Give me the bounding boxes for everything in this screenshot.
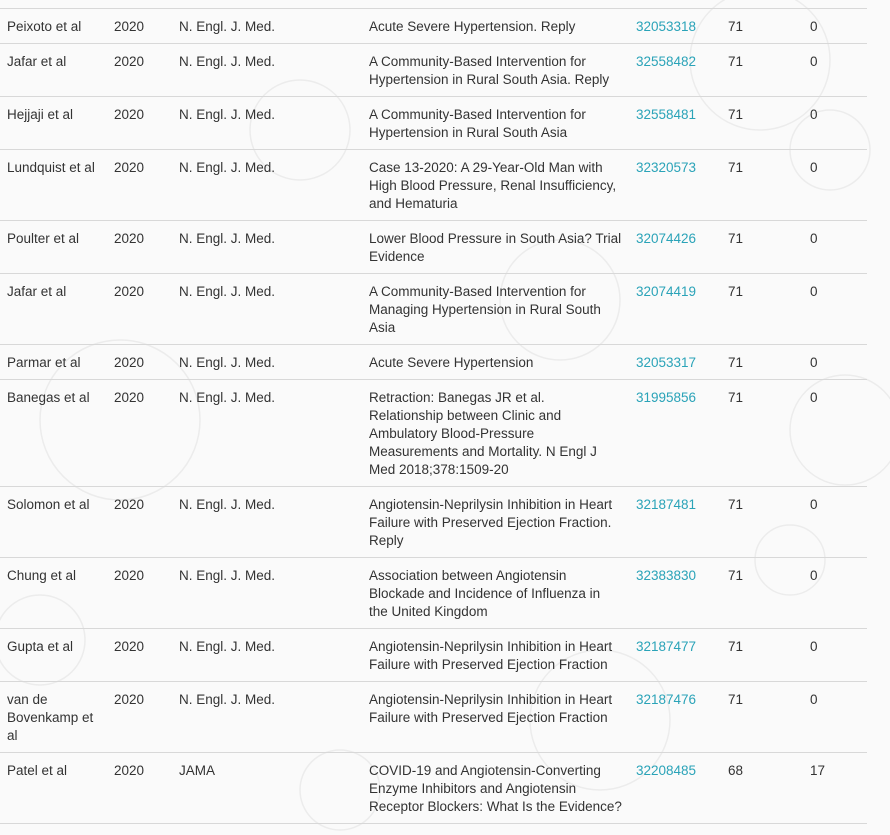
author-cell: Patel et al: [0, 753, 107, 824]
pmid-cell: [629, 221, 721, 274]
author-cell: Parmar et al: [0, 345, 107, 380]
impact-factor-cell: 71: [721, 221, 803, 274]
author-cell: Poulter et al: [0, 221, 107, 274]
journal-cell: N. Engl. J. Med.: [172, 44, 362, 97]
author-cell: Jafar et al: [0, 44, 107, 97]
title-cell: A Community-Based Intervention for Managing Hypertension in Rural South Asia: [362, 274, 629, 345]
author-cell: Jafar et al: [0, 274, 107, 345]
title-cell: Lower Blood Pressure in South Asia? Trial Evidence: [362, 221, 629, 274]
table-row: [0, 629, 867, 682]
pmid-link[interactable]: 32558481: [636, 107, 697, 122]
year-cell: 2020: [107, 380, 172, 487]
pmid-cell: [629, 682, 721, 753]
year-cell: 2020: [107, 558, 172, 629]
journal-cell: N. Engl. J. Med.: [172, 274, 362, 345]
pmid-link[interactable]: 32558482: [636, 54, 697, 69]
table-row: [0, 345, 867, 380]
table-row: [0, 558, 867, 629]
journal-cell: N. Engl. J. Med.: [172, 9, 362, 44]
citations-cell: 0: [803, 682, 867, 753]
title-cell: A Community-Based Intervention for Hypertension in Rural South Asia: [362, 97, 629, 150]
author-cell: Lundquist et al: [0, 150, 107, 221]
year-cell: 2020: [107, 44, 172, 97]
impact-factor-cell: 71: [721, 629, 803, 682]
impact-factor-cell: 71: [721, 345, 803, 380]
citations-cell: 0: [803, 380, 867, 487]
table-row: [0, 753, 867, 824]
pmid-cell: [629, 380, 721, 487]
citations-cell: 0: [803, 629, 867, 682]
year-cell: 2020: [107, 753, 172, 824]
pmid-cell: [629, 150, 721, 221]
citations-cell: 0: [803, 97, 867, 150]
journal-cell: N. Engl. J. Med.: [172, 629, 362, 682]
year-cell: 2020: [107, 274, 172, 345]
title-cell: Angiotensin-Neprilysin Inhibition in Heart Failure with Preserved Ejection Fraction. Reply: [362, 487, 629, 558]
pmid-link[interactable]: 32053318: [636, 19, 697, 34]
year-cell: 2020: [107, 221, 172, 274]
title-cell: Acute Severe Hypertension: [362, 345, 629, 380]
title-cell: Angiotensin-Neprilysin Inhibition in Heart Failure with Preserved Ejection Fraction: [362, 682, 629, 753]
pmid-cell: [629, 629, 721, 682]
year-cell: 2020: [107, 9, 172, 44]
journal-cell: N. Engl. J. Med.: [172, 558, 362, 629]
table-row: [0, 682, 867, 753]
title-cell: Retraction: Banegas JR et al. Relationship between Clinic and Ambulatory Blood-Pressure Measurements and Mortality. N Engl J Med 2018;378:1509-20: [362, 380, 629, 487]
pmid-link[interactable]: 32053317: [636, 355, 697, 370]
impact-factor-cell: 71: [721, 9, 803, 44]
title-cell: Association between Angiotensin Blockade and Incidence of Influenza in the United Kingdom: [362, 558, 629, 629]
citations-cell: 0: [803, 274, 867, 345]
citations-cell: 0: [803, 558, 867, 629]
table-row: [0, 274, 867, 345]
year-cell: 2020: [107, 150, 172, 221]
title-cell: Angiotensin-Neprilysin Inhibition in Heart Failure with Preserved Ejection Fraction: [362, 629, 629, 682]
pmid-link[interactable]: 31995856: [636, 390, 697, 405]
results-table: [0, 8, 867, 824]
table-row: [0, 487, 867, 558]
author-cell: van de Bovenkamp et al: [0, 682, 107, 753]
year-cell: 2020: [107, 682, 172, 753]
author-cell: Chung et al: [0, 558, 107, 629]
table-row: [0, 150, 867, 221]
author-cell: Banegas et al: [0, 380, 107, 487]
pmid-cell: [629, 487, 721, 558]
table-row: [0, 380, 867, 487]
impact-factor-cell: 68: [721, 753, 803, 824]
year-cell: 2020: [107, 97, 172, 150]
citations-cell: 17: [803, 753, 867, 824]
citations-cell: 0: [803, 487, 867, 558]
year-cell: 2020: [107, 345, 172, 380]
impact-factor-cell: 71: [721, 150, 803, 221]
title-cell: Case 13-2020: A 29-Year-Old Man with High Blood Pressure, Renal Insufficiency, and Hematuria: [362, 150, 629, 221]
title-cell: Acute Severe Hypertension. Reply: [362, 9, 629, 44]
title-cell: COVID-19 and Angiotensin-Converting Enzyme Inhibitors and Angiotensin Receptor Blockers: What Is the Evidence?: [362, 753, 629, 824]
author-cell: Gupta et al: [0, 629, 107, 682]
author-cell: Hejjaji et al: [0, 97, 107, 150]
impact-factor-cell: 71: [721, 682, 803, 753]
journal-cell: N. Engl. J. Med.: [172, 380, 362, 487]
impact-factor-cell: 71: [721, 274, 803, 345]
journal-cell: N. Engl. J. Med.: [172, 97, 362, 150]
impact-factor-cell: 71: [721, 380, 803, 487]
pmid-cell: [629, 345, 721, 380]
impact-factor-cell: 71: [721, 97, 803, 150]
citations-cell: 0: [803, 150, 867, 221]
impact-factor-cell: 71: [721, 44, 803, 97]
table-row: [0, 97, 867, 150]
citations-cell: 0: [803, 345, 867, 380]
journal-cell: N. Engl. J. Med.: [172, 487, 362, 558]
year-cell: 2020: [107, 487, 172, 558]
impact-factor-cell: 71: [721, 487, 803, 558]
pmid-link[interactable]: 32074426: [636, 231, 697, 246]
table-row: [0, 9, 867, 44]
citations-cell: 0: [803, 221, 867, 274]
pmid-cell: [629, 9, 721, 44]
year-cell: 2020: [107, 629, 172, 682]
impact-factor-cell: 71: [721, 558, 803, 629]
pmid-link[interactable]: 32187481: [636, 497, 697, 512]
journal-cell: N. Engl. J. Med.: [172, 345, 362, 380]
pmid-cell: [629, 558, 721, 629]
title-cell: A Community-Based Intervention for Hypertension in Rural South Asia. Reply: [362, 44, 629, 97]
journal-cell: N. Engl. J. Med.: [172, 221, 362, 274]
citations-cell: 0: [803, 44, 867, 97]
pmid-link[interactable]: 32187476: [636, 692, 697, 707]
journal-cell: JAMA: [172, 753, 362, 824]
pmid-cell: [629, 97, 721, 150]
author-cell: Solomon et al: [0, 487, 107, 558]
table-row: [0, 221, 867, 274]
journal-cell: N. Engl. J. Med.: [172, 150, 362, 221]
journal-cell: N. Engl. J. Med.: [172, 682, 362, 753]
pmid-link[interactable]: 32208485: [636, 763, 697, 778]
pmid-cell: [629, 274, 721, 345]
citations-cell: 0: [803, 9, 867, 44]
author-cell: Peixoto et al: [0, 9, 107, 44]
table-row: [0, 44, 867, 97]
pmid-link[interactable]: 32383830: [636, 568, 697, 583]
pmid-link[interactable]: 32074419: [636, 284, 697, 299]
pmid-cell: [629, 753, 721, 824]
pmid-link[interactable]: 32320573: [636, 160, 697, 175]
pmid-cell: [629, 44, 721, 97]
pmid-link[interactable]: 32187477: [636, 639, 697, 654]
